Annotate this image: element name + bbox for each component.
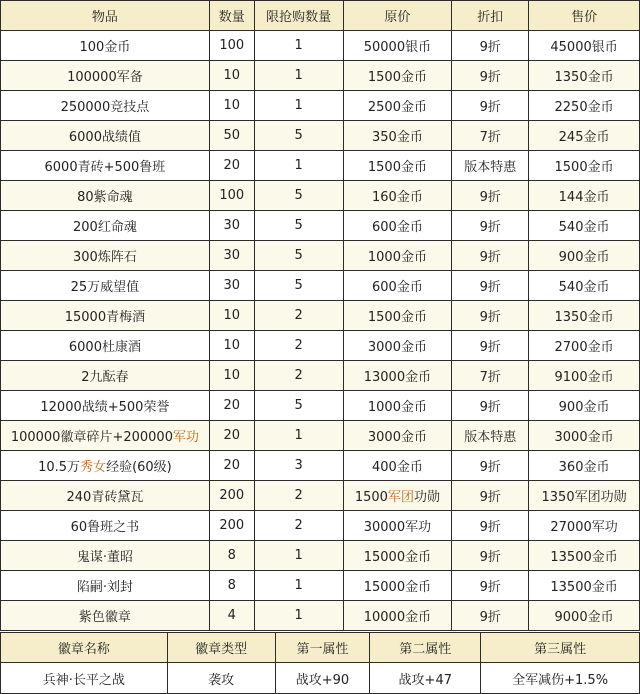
cell-text: 100000徽章碎片+200000 [10, 430, 173, 445]
col-disc-header: 折扣 [452, 1, 529, 31]
cell-limit: 1 [254, 61, 343, 91]
col-qty-header: 数量 [209, 1, 254, 31]
cell-text: 1500 [354, 490, 388, 505]
col-limit-header: 限抢购数量 [254, 1, 343, 31]
table-row [1, 271, 640, 301]
cell-price: 245金币 [529, 121, 640, 151]
cell-limit: 1 [254, 541, 343, 571]
cell-qty: 8 [209, 541, 254, 571]
table-row [1, 31, 640, 61]
cell-disc: 9折 [452, 391, 529, 421]
cell-item: 100金币 [1, 31, 210, 61]
cell-limit: 2 [254, 511, 343, 541]
cell-orig: 160金币 [343, 181, 452, 211]
cell-disc: 9折 [452, 31, 529, 61]
cell-item: 紫色徽章 [1, 601, 210, 631]
badge-attr3-header: 第三属性 [481, 633, 640, 663]
cell-limit: 1 [254, 91, 343, 121]
table-row [1, 181, 640, 211]
cell-limit: 2 [254, 301, 343, 331]
cell-qty: 10 [209, 331, 254, 361]
cell-price: 900金币 [529, 391, 640, 421]
cell-qty: 50 [209, 121, 254, 151]
cell-item: 250000竞技点 [1, 91, 210, 121]
cell-orig: 15000金币 [343, 541, 452, 571]
cell-disc: 9折 [452, 61, 529, 91]
cell-disc: 版本特惠 [452, 421, 529, 451]
cell-item: 100000军备 [1, 61, 210, 91]
badge-name: 兵神·长平之战 [1, 663, 168, 694]
cell-orig: 1000金币 [343, 391, 452, 421]
table-row [1, 331, 640, 361]
cell-item: 240青砖黛瓦 [1, 481, 210, 511]
highlight-text: 军功 [172, 430, 199, 445]
cell-limit: 5 [254, 271, 343, 301]
cell-price: 13500金币 [529, 571, 640, 601]
cell-disc: 9折 [452, 181, 529, 211]
cell-disc: 7折 [452, 121, 529, 151]
cell-limit: 5 [254, 181, 343, 211]
table-row [1, 511, 640, 541]
cell-price: 45000银币 [529, 31, 640, 61]
cell-orig: 13000金币 [343, 361, 452, 391]
cell-qty: 20 [209, 451, 254, 481]
table-row [1, 481, 640, 511]
table-row [1, 301, 640, 331]
cell-limit: 1 [254, 31, 343, 61]
cell-disc: 9折 [452, 511, 529, 541]
col-item-header: 物品 [1, 1, 210, 31]
cell-disc: 9折 [452, 451, 529, 481]
cell-orig: 600金币 [343, 211, 452, 241]
cell-text: 经验(60级) [106, 460, 172, 475]
badge-header-row [1, 633, 640, 663]
cell-price: 3000金币 [529, 421, 640, 451]
table-row [1, 121, 640, 151]
cell-orig: 50000银币 [343, 31, 452, 61]
cell-limit: 1 [254, 601, 343, 631]
cell-price: 2250金币 [529, 91, 640, 121]
cell-item: 25万威望值 [1, 271, 210, 301]
cell-price: 1350军团功勋 [529, 481, 640, 511]
cell-qty: 30 [209, 241, 254, 271]
cell-price: 900金币 [529, 241, 640, 271]
cell-disc: 9折 [452, 331, 529, 361]
cell-orig: 1000金币 [343, 241, 452, 271]
cell-disc: 9折 [452, 301, 529, 331]
cell-qty: 100 [209, 31, 254, 61]
cell-qty: 30 [209, 271, 254, 301]
table-row [1, 451, 640, 481]
badge-name-header: 徽章名称 [1, 633, 168, 663]
table-row [1, 601, 640, 631]
cell-orig: 3000金币 [343, 421, 452, 451]
highlight-text: 秀女 [80, 460, 107, 475]
cell-item: 2九酝春 [1, 361, 210, 391]
cell-qty: 10 [209, 91, 254, 121]
table-row [1, 241, 640, 271]
cell-orig: 3000金币 [343, 331, 452, 361]
cell-disc: 9折 [452, 571, 529, 601]
cell-orig: 400金币 [343, 451, 452, 481]
cell-text: 10.5万 [38, 460, 81, 475]
table-row [1, 571, 640, 601]
badge-type-header: 徽章类型 [167, 633, 275, 663]
shop-header-row [1, 1, 640, 31]
cell-item: 6000杜康酒 [1, 331, 210, 361]
cell-limit: 5 [254, 241, 343, 271]
badge-attr1: 战攻+90 [275, 663, 370, 694]
cell-qty: 200 [209, 481, 254, 511]
cell-qty: 200 [209, 511, 254, 541]
table-row [1, 391, 640, 421]
col-orig-header: 原价 [343, 1, 452, 31]
table-row [1, 361, 640, 391]
cell-price: 1350金币 [529, 61, 640, 91]
cell-price: 13500金币 [529, 541, 640, 571]
table-row [1, 151, 640, 181]
badge-table [0, 632, 640, 694]
cell-disc: 版本特惠 [452, 151, 529, 181]
cell-orig [343, 481, 452, 511]
cell-price: 9100金币 [529, 361, 640, 391]
table-row [1, 211, 640, 241]
cell-price: 540金币 [529, 271, 640, 301]
cell-qty: 30 [209, 211, 254, 241]
badge-attr2: 战攻+47 [370, 663, 481, 694]
cell-orig: 1500金币 [343, 151, 452, 181]
cell-item: 60鲁班之书 [1, 511, 210, 541]
cell-disc: 9折 [452, 91, 529, 121]
cell-item [1, 421, 210, 451]
cell-orig: 1500金币 [343, 301, 452, 331]
cell-qty: 10 [209, 61, 254, 91]
cell-item: 200红命魂 [1, 211, 210, 241]
highlight-text: 军团 [387, 490, 414, 505]
cell-orig: 600金币 [343, 271, 452, 301]
cell-item: 80紫命魂 [1, 181, 210, 211]
cell-qty: 100 [209, 181, 254, 211]
badge-row [1, 663, 640, 694]
cell-limit: 1 [254, 571, 343, 601]
cell-disc: 9折 [452, 481, 529, 511]
cell-price: 360金币 [529, 451, 640, 481]
cell-disc: 9折 [452, 271, 529, 301]
cell-qty: 8 [209, 571, 254, 601]
badge-attr3: 全军减伤+1.5% [481, 663, 640, 694]
badge-attr1-header: 第一属性 [275, 633, 370, 663]
badge-attr2-header: 第二属性 [370, 633, 481, 663]
cell-price: 1500金币 [529, 151, 640, 181]
cell-item: 6000战绩值 [1, 121, 210, 151]
cell-limit: 3 [254, 451, 343, 481]
cell-price: 540金币 [529, 211, 640, 241]
cell-orig: 2500金币 [343, 91, 452, 121]
cell-limit: 5 [254, 211, 343, 241]
table-row [1, 91, 640, 121]
cell-item: 15000青梅酒 [1, 301, 210, 331]
cell-orig: 10000金币 [343, 601, 452, 631]
table-row [1, 541, 640, 571]
col-price-header: 售价 [529, 1, 640, 31]
cell-limit: 2 [254, 481, 343, 511]
cell-qty: 10 [209, 361, 254, 391]
cell-orig: 15000金币 [343, 571, 452, 601]
cell-disc: 9折 [452, 601, 529, 631]
cell-price: 9000金币 [529, 601, 640, 631]
cell-price: 144金币 [529, 181, 640, 211]
cell-qty: 20 [209, 391, 254, 421]
cell-qty: 20 [209, 421, 254, 451]
cell-limit: 1 [254, 151, 343, 181]
cell-item: 12000战绩+500荣誉 [1, 391, 210, 421]
cell-orig: 30000军功 [343, 511, 452, 541]
cell-limit: 5 [254, 391, 343, 421]
cell-limit: 2 [254, 331, 343, 361]
cell-text: 功勋 [413, 490, 440, 505]
cell-price: 2700金币 [529, 331, 640, 361]
cell-orig: 350金币 [343, 121, 452, 151]
cell-disc: 7折 [452, 361, 529, 391]
cell-disc: 9折 [452, 541, 529, 571]
table-row [1, 61, 640, 91]
cell-limit: 5 [254, 121, 343, 151]
cell-item: 300炼阵石 [1, 241, 210, 271]
cell-disc: 9折 [452, 211, 529, 241]
cell-item: 陷嗣·刘封 [1, 571, 210, 601]
cell-qty: 20 [209, 151, 254, 181]
cell-qty: 4 [209, 601, 254, 631]
cell-orig: 1500金币 [343, 61, 452, 91]
cell-qty: 10 [209, 301, 254, 331]
cell-price: 1350金币 [529, 301, 640, 331]
cell-item: 鬼谋·董昭 [1, 541, 210, 571]
table-row [1, 421, 640, 451]
cell-price: 27000军功 [529, 511, 640, 541]
cell-item [1, 451, 210, 481]
cell-limit: 1 [254, 421, 343, 451]
badge-type: 袭攻 [167, 663, 275, 694]
cell-disc: 9折 [452, 241, 529, 271]
cell-item: 6000青砖+500鲁班 [1, 151, 210, 181]
cell-limit: 2 [254, 361, 343, 391]
